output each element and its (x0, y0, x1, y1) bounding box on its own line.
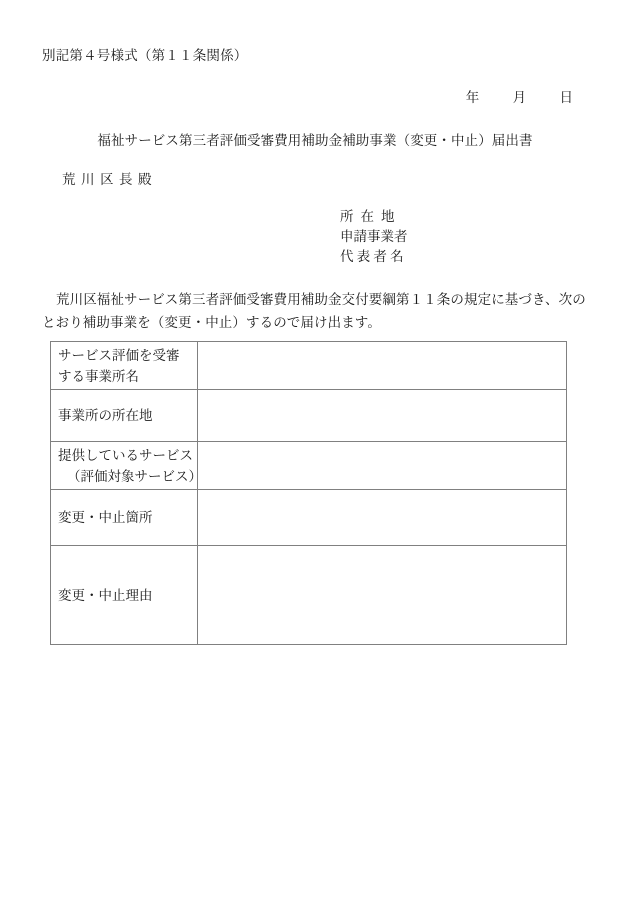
year-label: 年 (465, 90, 480, 105)
label-line: （評価対象サービス） (67, 468, 202, 484)
label-line: 変更・中止箇所 (58, 510, 153, 525)
addressee: 荒川区長殿 (62, 172, 157, 187)
row-label-change-stop-location (51, 490, 198, 546)
table-row (51, 390, 567, 442)
month-label: 月 (512, 90, 527, 105)
row-label-service-office-name (51, 342, 198, 390)
row-label-office-address (51, 390, 198, 442)
row-value-office-address[interactable] (198, 390, 567, 442)
label-line: 提供しているサービス (58, 447, 193, 463)
date-line (0, 86, 573, 106)
table-row (51, 490, 567, 546)
applicant-location-label: 所在地 (340, 209, 402, 224)
table-row (51, 342, 567, 390)
label-line: サービス評価を受審 (58, 347, 180, 363)
day-label: 日 (559, 90, 573, 105)
document-title: 福祉サービス第三者評価受審費用補助金補助事業（変更・中止）届出書 (97, 133, 533, 148)
table-row (51, 442, 567, 490)
row-value-change-stop-reason[interactable] (198, 546, 567, 645)
applicant-business-label: 申請事業者 (340, 229, 408, 244)
row-label-provided-service (51, 442, 202, 490)
row-value-provided-service[interactable] (198, 442, 567, 490)
row-label-change-stop-reason (51, 546, 198, 645)
applicant-representative-label: 代表者名 (340, 249, 407, 264)
label-line: 事業所の所在地 (58, 408, 153, 423)
label-line: する事業所名 (58, 368, 139, 384)
row-value-change-stop-location[interactable] (198, 490, 567, 546)
applicant-block (340, 207, 408, 267)
label-line: 変更・中止理由 (58, 587, 153, 603)
table-row (51, 546, 567, 645)
body-paragraph: 荒川区福祉サービス第三者評価受審費用補助金交付要綱第１１条の規定に基づき、次のとおり補助事業を（変更・中止）するので届け出ます。 (42, 292, 586, 330)
form-number: 別記第４号様式（第１１条関係） (42, 48, 248, 63)
form-table (50, 341, 567, 645)
row-value-service-office-name[interactable] (198, 342, 567, 390)
